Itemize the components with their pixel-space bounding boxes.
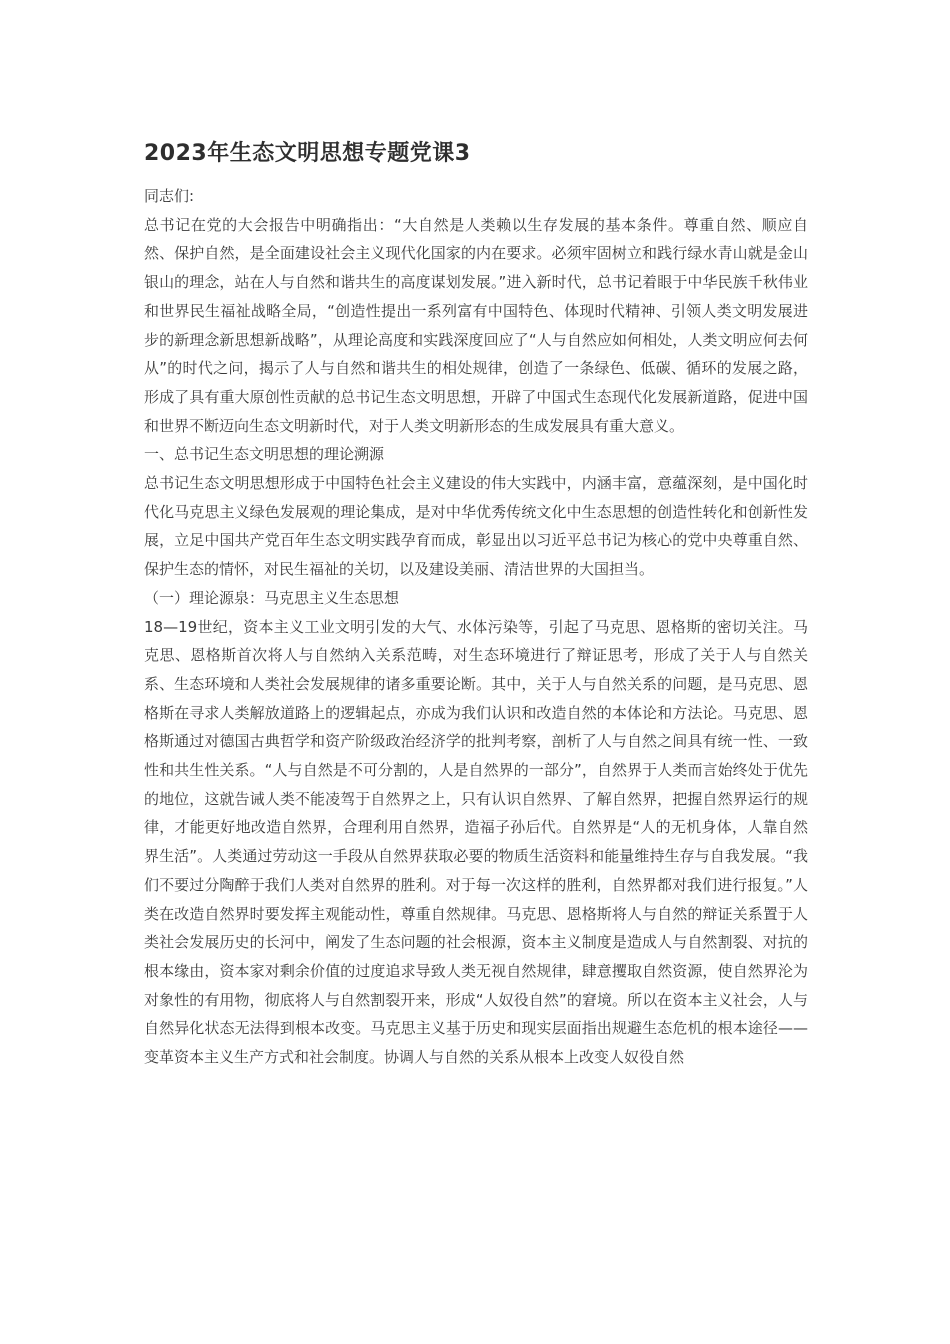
subsection-1-paragraph: 18—19世纪，资本主义工业文明引发的大气、水体污染等，引起了马克思、恩格斯的密切关注。马克思、恩格斯首次将人与自然纳入关系范畴，对生态环境进行了辩证思考，形成了关于人与自然关系、生态环境和人类社会发展规律的诸多重要论断。其中，关于人与自然关系的问题，是马克思、恩格斯在寻求人类解放道路上的逻辑起点，亦成为我们认识和改造自然的本体论和方法论。马克思、恩格斯通过对德国古典哲学和资产阶级政治经济学的批判考察，剖析了人与自然之间具有统一性、一致性和共生性关系。“人与自然是不可分割的，人是自然界的一部分”，自然界于人类而言始终处于优先的地位，这就告诫人类不能凌驾于自然界之上，只有认识自然界、了解自然界，把握自然界运行的规律，才能更好地改造自然界，合理利用自然界，造福子孙后代。自然界是“人的无机身体，人靠自然界生活”。人类通过劳动这一手段从自然界获取必要的物质生活资料和能量维持生存与自我发展。“我们不要过分陶醉于我们人类对自然界的胜利。对于每一次这样的胜利，自然界都对我们进行报复。”人类在改造自然界时要发挥主观能动性，尊重自然规律。马克思、恩格斯将人与自然的辩证关系置于人类社会发展历史的长河中，阐发了生态问题的社会根源，资本主义制度是造成人与自然割裂、对抗的根本缘由，资本家对剩余价值的过度追求导致人类无视自然规律，肆意攫取自然资源，使自然界沦为对象性的有用物，彻底将人与自然割裂开来，形成“人奴役自然”的窘境。所以在资本主义社会，人与自然异化状态无法得到根本改变。马克思主义基于历史和现实层面指出规避生态危机的根本途径——变革资本主义生产方式和社会制度。协调人与自然的关系从根本上改变人奴役自然 (144, 617, 808, 1067)
salutation: 同志们: (144, 187, 195, 205)
document-title: 2023年生态文明思想专题党课3 (144, 141, 471, 166)
section-heading-1: 一、总书记生态文明思想的理论溯源 (144, 445, 385, 464)
section-1-paragraph: 总书记生态文明思想形成于中国特色社会主义建设的伟大实践中，内涵丰富，意蕴深刻，是中国化时代化马克思主义绿色发展观的理论集成，是对中华优秀传统文化中生态思想的创造性转化和创新性发展，立足中国共产党百年生态文明实践孕育而成，彰显出以习近平总书记为核心的党中央尊重自然、保护生态的情怀，对民生福祉的关切，以及建设美丽、清洁世界的大国担当。 (144, 474, 808, 579)
subsection-heading-1: （一）理论源泉：马克思主义生态思想 (144, 588, 400, 607)
intro-paragraph: 总书记在党的大会报告中明确指出：“大自然是人类赖以生存发展的基本条件。尊重自然、顺应自然、保护自然，是全面建设社会主义现代化国家的内在要求。必须牢固树立和践行绿水青山就是金山银山的理念，站在人与自然和谐共生的高度谋划发展。”进入新时代，总书记着眼于中华民族千秋伟业和世界民生福祉战略全局，“创造性提出一系列富有中国特色、体现时代精神、引领人类文明发展进步的新理念新思想新战略”，从理论高度和实践深度回应了“人与自然应如何相处，人类文明应何去何从”的时代之问，揭示了人与自然和谐共生的相处规律，创造了一条绿色、低碳、循环的发展之路，形成了具有重大原创性贡献的总书记生态文明思想，开辟了中国式生态现代化发展新道路，促进中国和世界不断迈向生态文明新时代，对于人类文明新形态的生成发展具有重大意义。 (144, 215, 808, 435)
document-page (144, 138, 808, 1072)
